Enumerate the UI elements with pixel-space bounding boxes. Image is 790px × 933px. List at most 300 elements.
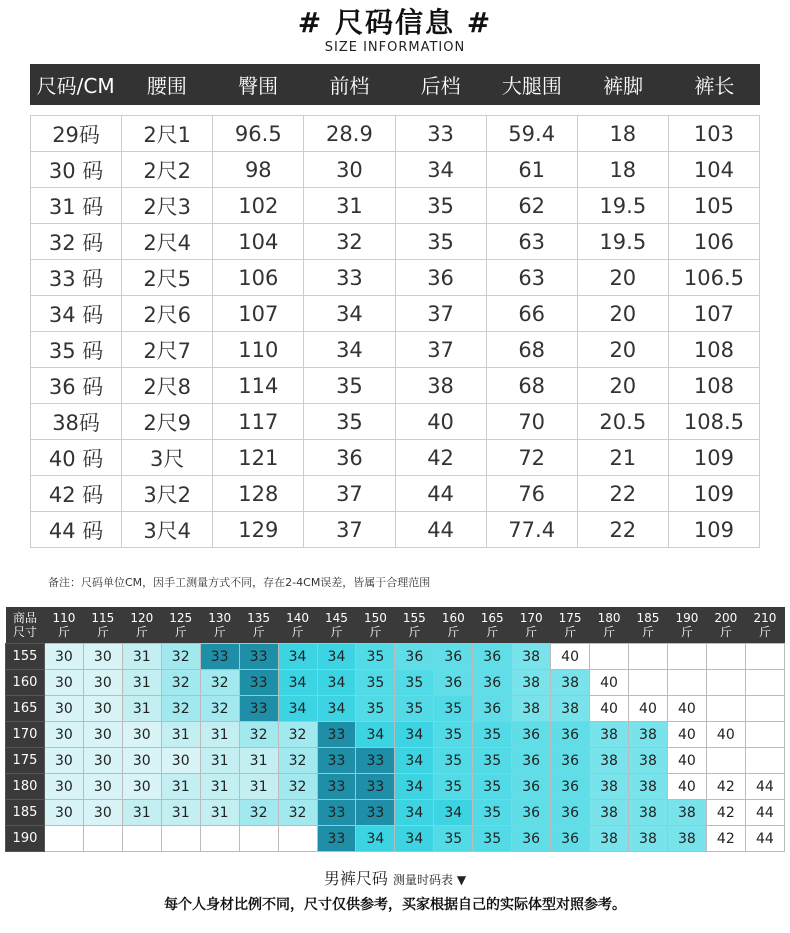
fit-cell: 30 [44, 774, 83, 800]
size-cell: 35 [395, 224, 486, 260]
weight-header [83, 607, 122, 644]
fit-row [6, 670, 785, 696]
fit-cell [83, 826, 122, 852]
fit-cell: 31 [161, 774, 200, 800]
weight-header [122, 607, 161, 644]
weight-unit: 斤 [486, 625, 499, 639]
fit-cell: 34 [395, 748, 434, 774]
weight-header [434, 607, 473, 644]
size-row [31, 476, 760, 512]
size-cell: 35 [304, 404, 395, 440]
fit-cell: 30 [83, 800, 122, 826]
size-cell: 108 [668, 368, 759, 404]
weight-value: 200 [714, 611, 738, 625]
fit-cell: 31 [122, 644, 161, 670]
weight-value: 185 [636, 611, 660, 625]
weight-header [745, 607, 784, 644]
size-cell: 20 [577, 368, 668, 404]
fit-cell: 32 [239, 722, 278, 748]
fit-cell: 35 [434, 774, 473, 800]
fit-cell: 30 [44, 800, 83, 826]
fit-cell: 38 [629, 774, 668, 800]
fit-cell [745, 696, 784, 722]
fit-cell: 36 [434, 670, 473, 696]
size-cell: 20 [577, 332, 668, 368]
height-label: 175 [6, 748, 45, 774]
weight-unit: 斤 [369, 625, 382, 639]
fit-cell: 38 [551, 696, 590, 722]
weight-unit: 斤 [447, 625, 460, 639]
fit-cell [629, 644, 668, 670]
weight-header [44, 607, 83, 644]
weight-unit: 斤 [96, 625, 109, 639]
size-row [31, 188, 760, 224]
fit-cell: 35 [473, 748, 512, 774]
size-cell: 40 码 [31, 440, 122, 476]
fit-cell [745, 670, 784, 696]
size-cell: 28.9 [304, 116, 395, 152]
weight-unit: 斤 [252, 625, 265, 639]
size-cell: 2尺2 [122, 152, 213, 188]
fit-cell: 34 [434, 800, 473, 826]
weight-value: 165 [480, 611, 504, 625]
fit-cell: 30 [44, 748, 83, 774]
size-cell: 40 [395, 404, 486, 440]
size-cell: 38 [395, 368, 486, 404]
size-row [31, 440, 760, 476]
fit-cell [745, 722, 784, 748]
fit-cell: 32 [278, 722, 317, 748]
size-cell: 22 [577, 476, 668, 512]
fit-cell: 36 [395, 644, 434, 670]
fit-cell: 34 [278, 644, 317, 670]
disclaimer: 每个人身材比例不同，尺寸仅供参考，买家根据自己的实际体型对照参考。 [164, 897, 626, 913]
fit-cell: 38 [629, 826, 668, 852]
weight-value: 190 [675, 611, 699, 625]
weight-value: 125 [169, 611, 193, 625]
size-cell: 103 [668, 116, 759, 152]
weight-header [200, 607, 239, 644]
weight-value: 160 [441, 611, 465, 625]
fit-cell: 35 [356, 696, 395, 722]
fit-cell: 31 [239, 774, 278, 800]
fit-cell: 30 [83, 748, 122, 774]
size-cell: 18 [577, 116, 668, 152]
fit-cell: 40 [706, 722, 745, 748]
fit-cell: 35 [356, 670, 395, 696]
size-cell: 34 [395, 152, 486, 188]
size-cell: 110 [213, 332, 304, 368]
fit-cell: 36 [434, 644, 473, 670]
page-subtitle: SIZE INFORMATION [324, 40, 466, 55]
size-cell: 19.5 [577, 224, 668, 260]
weight-value: 170 [519, 611, 543, 625]
fit-cell: 36 [512, 800, 551, 826]
fit-cell: 30 [161, 748, 200, 774]
size-cell: 3尺2 [122, 476, 213, 512]
fit-cell: 34 [395, 826, 434, 852]
fit-cell [667, 670, 706, 696]
weight-unit: 斤 [719, 625, 732, 639]
fit-cell: 34 [395, 800, 434, 826]
size-cell: 59.4 [486, 116, 577, 152]
size-cell: 36 [304, 440, 395, 476]
fit-cell: 38 [667, 800, 706, 826]
weight-unit: 斤 [525, 625, 538, 639]
fit-cell [745, 644, 784, 670]
size-cell: 37 [304, 512, 395, 548]
fit-cell: 34 [356, 722, 395, 748]
weight-unit: 斤 [330, 625, 343, 639]
size-row [31, 512, 760, 548]
size-cell: 104 [668, 152, 759, 188]
size-cell: 2尺8 [122, 368, 213, 404]
size-cell: 77.4 [486, 512, 577, 548]
size-cell: 22 [577, 512, 668, 548]
size-cell: 30 码 [31, 152, 122, 188]
size-cell: 76 [486, 476, 577, 512]
fit-row [6, 696, 785, 722]
fit-cell: 40 [667, 696, 706, 722]
fit-cell: 40 [667, 748, 706, 774]
size-row [31, 404, 760, 440]
fit-cell: 32 [200, 696, 239, 722]
fit-cell: 35 [356, 644, 395, 670]
weight-value: 110 [52, 611, 76, 625]
fit-cell: 38 [667, 826, 706, 852]
fit-row [6, 800, 785, 826]
weight-header [356, 607, 395, 644]
fit-cell [200, 826, 239, 852]
size-cell: 35 [304, 368, 395, 404]
size-col-header: 臀围 [213, 64, 304, 105]
fit-cell: 33 [239, 644, 278, 670]
fit-cell: 32 [200, 670, 239, 696]
size-cell: 62 [486, 188, 577, 224]
fit-cell: 31 [239, 748, 278, 774]
size-cell: 105 [668, 188, 759, 224]
size-cell: 129 [213, 512, 304, 548]
fit-header-row [6, 607, 785, 644]
size-cell: 19.5 [577, 188, 668, 224]
size-cell: 34 [304, 296, 395, 332]
size-row [31, 332, 760, 368]
fit-cell: 36 [551, 722, 590, 748]
fit-cell: 31 [122, 670, 161, 696]
size-cell: 106 [213, 260, 304, 296]
size-table-header [30, 64, 760, 105]
fit-cell [706, 696, 745, 722]
height-label: 190 [6, 826, 45, 852]
fit-cell [590, 644, 629, 670]
size-cell: 2尺6 [122, 296, 213, 332]
fit-cell: 36 [551, 826, 590, 852]
size-cell: 44 [395, 512, 486, 548]
weight-unit: 斤 [680, 625, 693, 639]
size-cell: 31 码 [31, 188, 122, 224]
fit-cell: 35 [434, 826, 473, 852]
fit-cell: 35 [434, 696, 473, 722]
fit-cell: 30 [44, 722, 83, 748]
fit-cell: 32 [161, 670, 200, 696]
size-col-header: 后档 [395, 64, 486, 105]
fit-cell: 38 [512, 670, 551, 696]
fit-cell: 33 [239, 670, 278, 696]
fit-cell: 44 [745, 826, 784, 852]
fit-cell: 34 [317, 696, 356, 722]
size-col-header: 前档 [304, 64, 395, 105]
weight-header [706, 607, 745, 644]
size-cell: 42 [395, 440, 486, 476]
size-row [31, 368, 760, 404]
size-cell: 33 [395, 116, 486, 152]
size-cell: 29码 [31, 116, 122, 152]
size-cell: 68 [486, 368, 577, 404]
weight-value: 155 [402, 611, 426, 625]
fit-cell [667, 644, 706, 670]
weight-value: 120 [130, 611, 154, 625]
weight-header [395, 607, 434, 644]
weight-unit: 斤 [603, 625, 616, 639]
fit-cell: 33 [317, 826, 356, 852]
weight-unit: 斤 [174, 625, 187, 639]
fit-cell: 35 [395, 696, 434, 722]
fit-cell: 30 [83, 644, 122, 670]
size-cell: 3尺4 [122, 512, 213, 548]
fit-cell: 40 [590, 696, 629, 722]
fit-cell: 38 [629, 748, 668, 774]
size-row [31, 260, 760, 296]
size-cell: 2尺1 [122, 116, 213, 152]
fit-cell: 38 [590, 774, 629, 800]
fit-cell: 32 [161, 696, 200, 722]
fit-cell: 34 [278, 696, 317, 722]
size-cell: 61 [486, 152, 577, 188]
fit-cell: 30 [122, 748, 161, 774]
weight-value: 140 [286, 611, 309, 625]
size-col-header: 尺码/CM [30, 64, 121, 105]
size-cell: 108.5 [668, 404, 759, 440]
fit-cell [629, 670, 668, 696]
fit-cell: 38 [590, 748, 629, 774]
weight-unit: 斤 [564, 625, 577, 639]
size-cell: 2尺7 [122, 332, 213, 368]
fit-cell: 30 [44, 696, 83, 722]
weight-value: 130 [208, 611, 232, 625]
weight-value: 175 [558, 611, 582, 625]
weight-header [667, 607, 706, 644]
fit-cell: 38 [551, 670, 590, 696]
fit-cell: 30 [122, 722, 161, 748]
fit-cell: 35 [473, 722, 512, 748]
weight-header [278, 607, 317, 644]
fit-cell: 34 [356, 826, 395, 852]
fit-cell [706, 670, 745, 696]
weight-header [473, 607, 512, 644]
height-label: 180 [6, 774, 45, 800]
size-cell: 98 [213, 152, 304, 188]
height-label: 170 [6, 722, 45, 748]
fit-cell: 36 [551, 774, 590, 800]
size-cell: 72 [486, 440, 577, 476]
size-cell: 121 [213, 440, 304, 476]
fit-cell: 31 [200, 774, 239, 800]
size-cell: 20.5 [577, 404, 668, 440]
weight-value: 180 [597, 611, 621, 625]
fit-cell: 32 [278, 774, 317, 800]
size-cell: 117 [213, 404, 304, 440]
fit-cell: 38 [590, 826, 629, 852]
fit-cell: 30 [122, 774, 161, 800]
fit-row [6, 774, 785, 800]
fit-cell [278, 826, 317, 852]
fit-cell: 33 [317, 722, 356, 748]
fit-cell: 31 [200, 748, 239, 774]
size-cell: 96.5 [213, 116, 304, 152]
size-cell: 107 [213, 296, 304, 332]
fit-cell: 32 [278, 800, 317, 826]
size-cell: 34 码 [31, 296, 122, 332]
size-cell: 35 码 [31, 332, 122, 368]
fit-row [6, 826, 785, 852]
fit-cell: 31 [200, 722, 239, 748]
size-cell: 38码 [31, 404, 122, 440]
caption-small: 测量时码表 ▼ [393, 873, 467, 887]
fit-cell [161, 826, 200, 852]
height-label: 155 [6, 644, 45, 670]
weight-value: 115 [91, 611, 115, 625]
fit-cell: 38 [629, 800, 668, 826]
fit-cell: 31 [122, 696, 161, 722]
fit-cell: 34 [395, 774, 434, 800]
fit-cell: 32 [239, 800, 278, 826]
size-cell: 104 [213, 224, 304, 260]
size-cell: 109 [668, 440, 759, 476]
fit-cell: 31 [200, 800, 239, 826]
size-cell: 68 [486, 332, 577, 368]
weight-header [551, 607, 590, 644]
weight-unit: 斤 [135, 625, 148, 639]
weight-header [512, 607, 551, 644]
size-cell: 114 [213, 368, 304, 404]
fit-cell [239, 826, 278, 852]
fit-cell: 36 [512, 774, 551, 800]
size-cell: 109 [668, 512, 759, 548]
weight-unit: 斤 [641, 625, 654, 639]
fit-cell: 35 [434, 722, 473, 748]
size-cell: 109 [668, 476, 759, 512]
fit-cell: 40 [667, 722, 706, 748]
corner-label: 尺寸 [12, 625, 37, 639]
size-cell: 2尺9 [122, 404, 213, 440]
fit-cell: 30 [83, 670, 122, 696]
size-cell: 63 [486, 224, 577, 260]
fit-cell: 36 [473, 644, 512, 670]
fit-cell: 36 [473, 696, 512, 722]
fit-cell: 32 [278, 748, 317, 774]
size-cell: 128 [213, 476, 304, 512]
size-cell: 70 [486, 404, 577, 440]
fit-corner [6, 607, 45, 644]
size-row [31, 152, 760, 188]
fit-cell: 38 [629, 722, 668, 748]
size-cell: 37 [304, 476, 395, 512]
size-note: 备注：尺码单位CM，因手工测量方式不同，存在2-4CM误差，皆属于合理范围 [48, 576, 431, 589]
fit-cell: 31 [122, 800, 161, 826]
size-cell: 36 [395, 260, 486, 296]
fit-cell: 31 [161, 722, 200, 748]
corner-label: 商品 [12, 611, 37, 625]
size-table [30, 115, 760, 548]
size-cell: 32 [304, 224, 395, 260]
weight-header [161, 607, 200, 644]
fit-cell: 30 [83, 774, 122, 800]
weight-unit: 斤 [408, 625, 421, 639]
size-cell: 20 [577, 260, 668, 296]
size-cell: 20 [577, 296, 668, 332]
height-label: 165 [6, 696, 45, 722]
size-cell: 33 码 [31, 260, 122, 296]
fit-cell: 44 [745, 774, 784, 800]
fit-row [6, 644, 785, 670]
weight-value: 210 [753, 611, 777, 625]
size-cell: 66 [486, 296, 577, 332]
fit-cell: 35 [473, 800, 512, 826]
size-cell: 42 码 [31, 476, 122, 512]
fit-cell: 38 [590, 722, 629, 748]
fit-cell: 40 [629, 696, 668, 722]
fit-cell: 38 [590, 800, 629, 826]
size-cell: 18 [577, 152, 668, 188]
size-cell: 108 [668, 332, 759, 368]
size-cell: 3尺 [122, 440, 213, 476]
weight-unit: 斤 [213, 625, 226, 639]
fit-cell: 33 [200, 644, 239, 670]
fit-cell: 34 [317, 670, 356, 696]
fit-cell [706, 644, 745, 670]
size-cell: 36 码 [31, 368, 122, 404]
fit-cell: 30 [83, 696, 122, 722]
fit-cell: 34 [317, 644, 356, 670]
weight-unit: 斤 [291, 625, 304, 639]
size-cell: 44 [395, 476, 486, 512]
weight-value: 145 [325, 611, 348, 625]
size-row [31, 224, 760, 260]
fit-cell: 30 [44, 644, 83, 670]
fit-cell: 32 [161, 644, 200, 670]
weight-header [629, 607, 668, 644]
size-cell: 44 码 [31, 512, 122, 548]
fit-cell: 40 [667, 774, 706, 800]
size-cell: 37 [395, 296, 486, 332]
height-label: 160 [6, 670, 45, 696]
fit-cell: 42 [706, 800, 745, 826]
height-label: 185 [6, 800, 45, 826]
size-col-header: 大腿围 [486, 64, 577, 105]
size-col-header: 腰围 [121, 64, 212, 105]
page-title: # 尺码信息 # [297, 6, 493, 39]
fit-cell: 36 [512, 722, 551, 748]
size-cell: 2尺5 [122, 260, 213, 296]
fit-cell: 31 [161, 800, 200, 826]
size-cell: 106 [668, 224, 759, 260]
size-cell: 21 [577, 440, 668, 476]
weight-unit: 斤 [758, 625, 771, 639]
size-cell: 34 [304, 332, 395, 368]
fit-cell: 33 [317, 800, 356, 826]
size-cell: 102 [213, 188, 304, 224]
fit-cell: 33 [356, 774, 395, 800]
